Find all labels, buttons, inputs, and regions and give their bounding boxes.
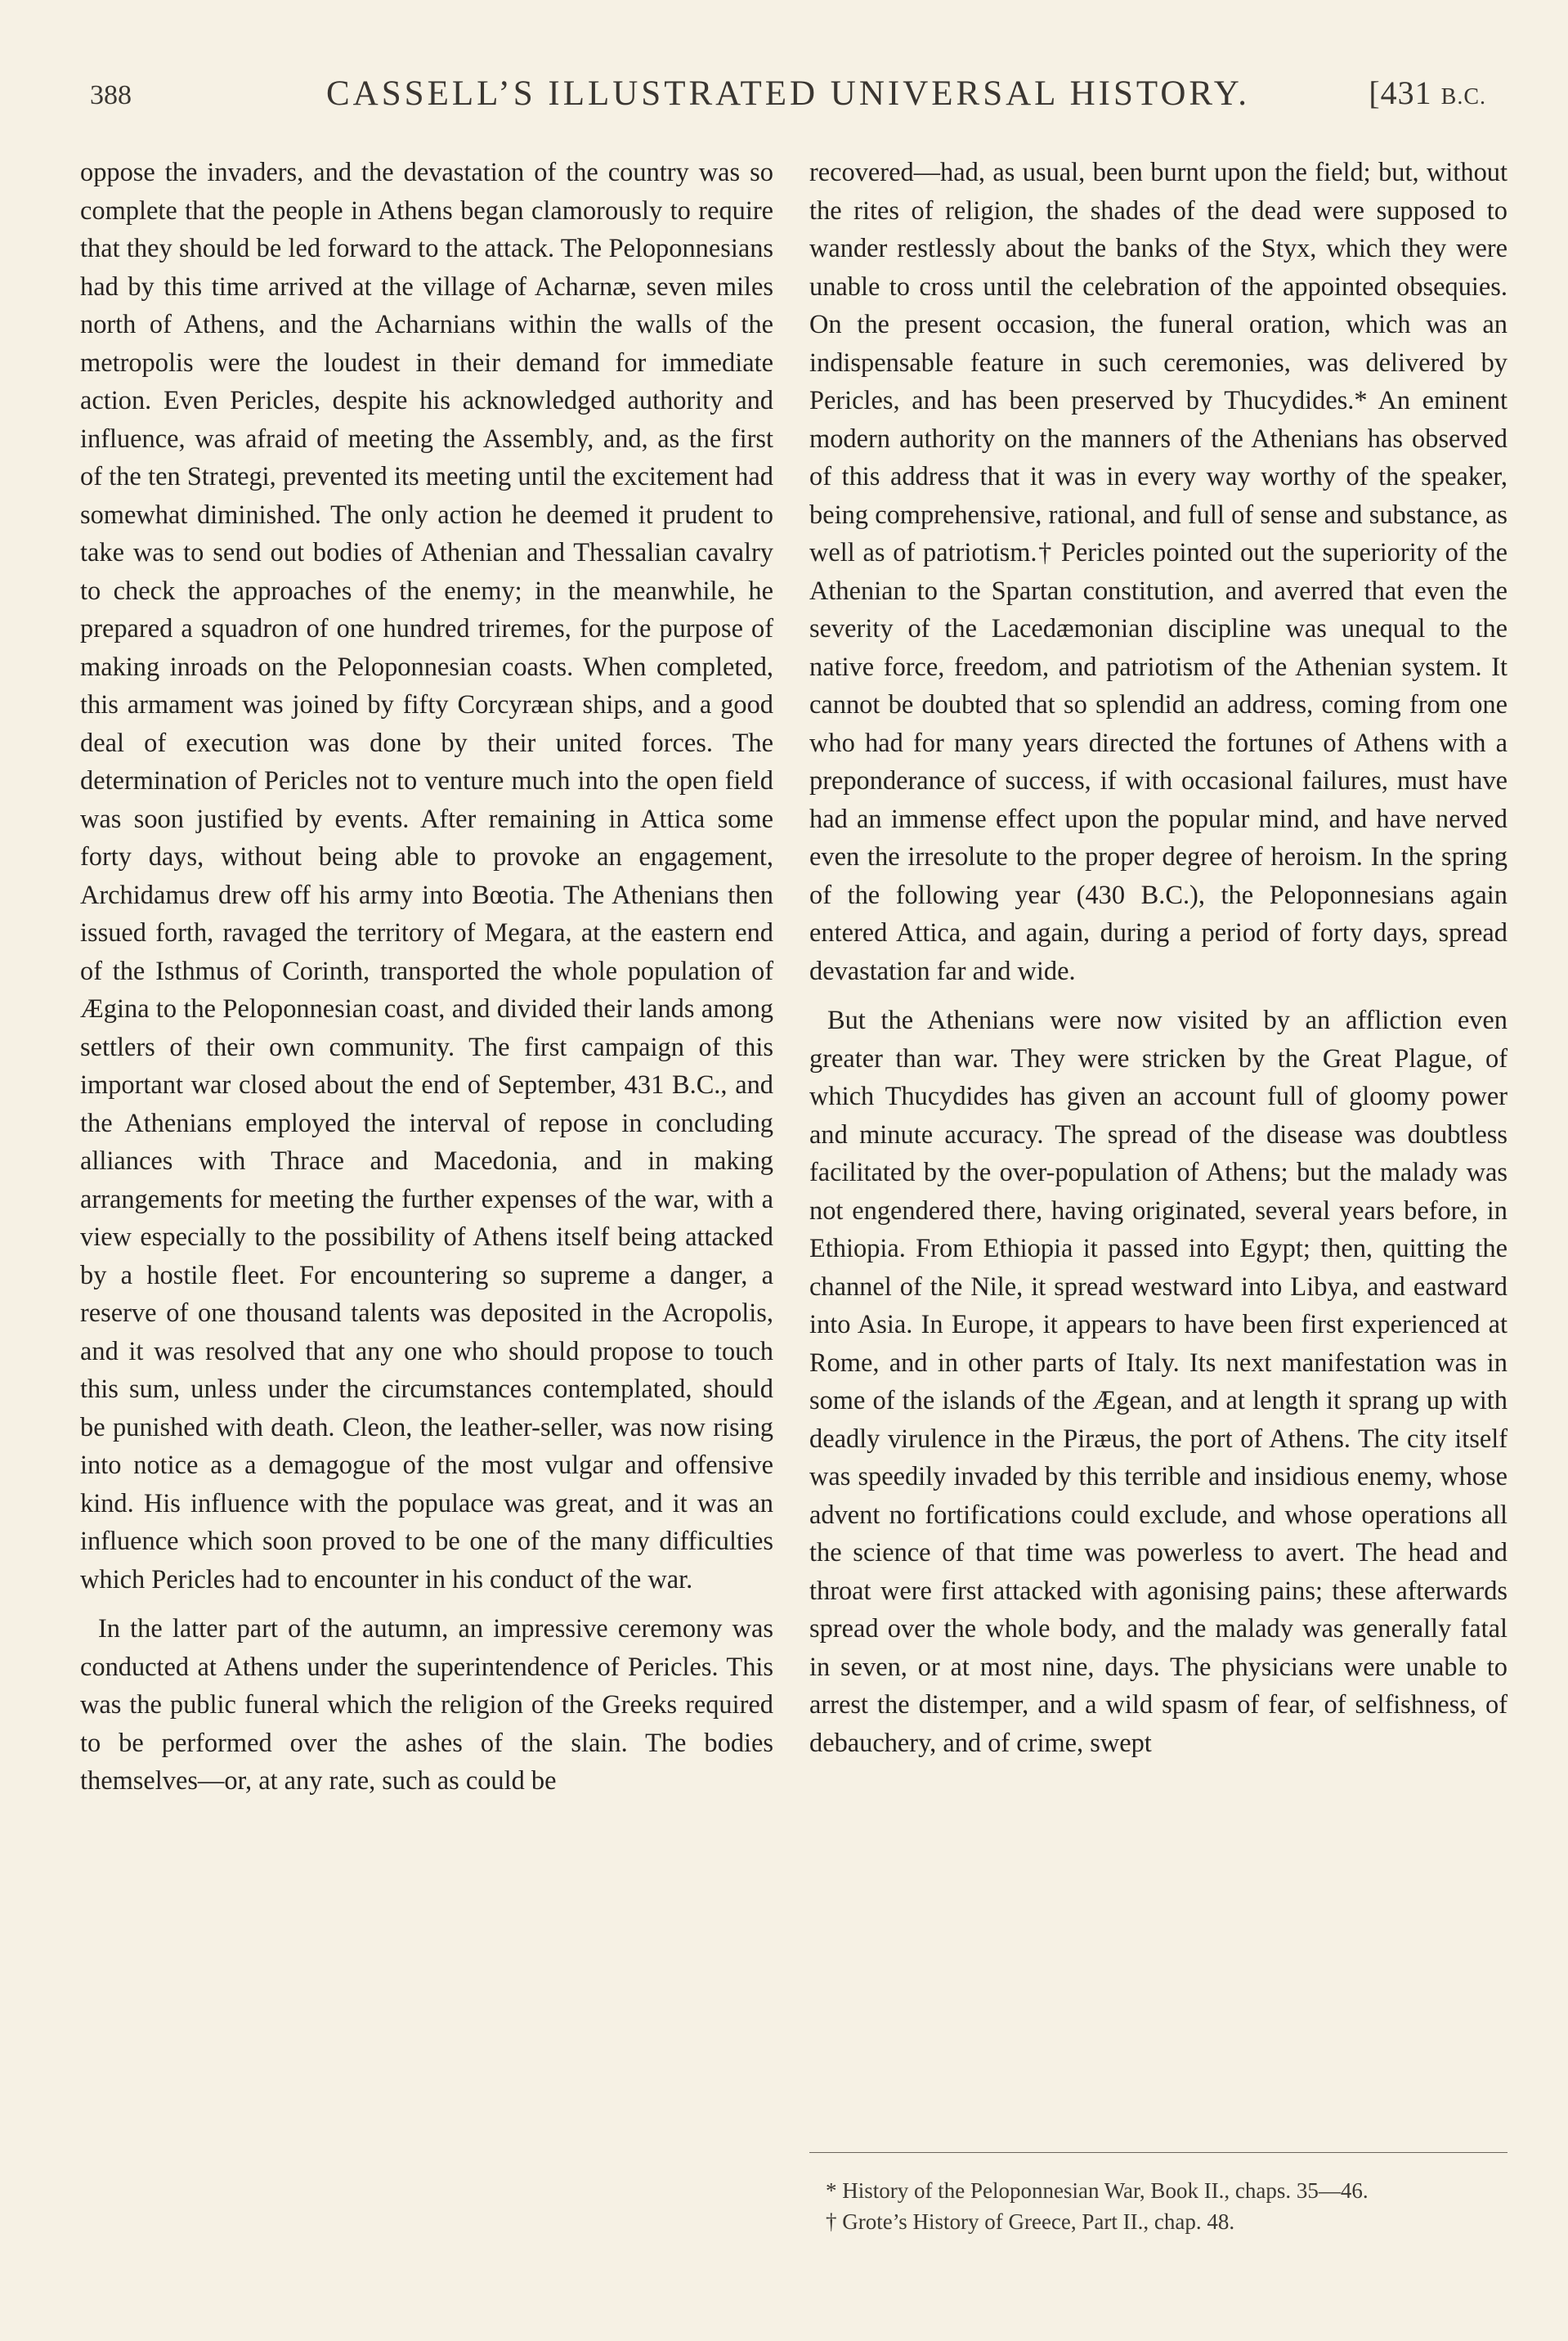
right-paragraph-1: recovered—had, as usual, been burnt upon the field; but, without the rites of religion, the shades of the dead were supposed to wander restlessly about the banks of the Styx, which they were unable to cross until the celebration of the appointed obsequies. On the present occasion, the funeral oration, which was an indispensable feature in such ceremonies, was delivered by Pericles, and has been preserved by Thucydides.* An eminent modern authority on the manners of the Athenians has observed of this address that it was in every way worthy of the speaker, being comprehensive, rational, and full of sense and substance, as well as of patriotism.† Pericles pointed out the superiority of the Athenian to the Spartan constitution, and averred that even the severity of the Lacedæmonian discipline was unequal to the native force, freedom, and patriotism of the Athenian system. It cannot be doubted that so splendid an address, coming from one who had for many years directed the fortunes of Athens with a preponderance of success, if with occasional failures, must have had an immense effect upon the popular mind, and have nerved even the irresolute to the proper degree of heroism. In the spring of the following year (430 B.C.), the Peloponnesians again entered Attica, and again, during a period of forty days, spread devastation far and wide. (809, 158, 1508, 986)
footnotes (826, 2175, 1504, 2237)
left-column (80, 154, 773, 1801)
running-head (90, 69, 1486, 118)
left-paragraph-1: oppose the invaders, and the devastation of the country was so complete that the people in Athens began clamorously to require that they should be led forward to the attack. The Peloponnesians had by this time arrived at the village of Acharnæ, seven miles north of Athens, and the Acharnians within the walls of the metropolis were the loudest in their demand for immediate action. Even Pericles, despite his acknowledged authority and influence, was afraid of meeting the Assembly, and, as the first of the ten Strategi, prevented its meeting until the excitement had somewhat diminished. The only action he deemed it prudent to take was to send out bodies of Athenian and Thessalian cavalry to check the approaches of the enemy; in the meanwhile, he prepared a squadron of one hundred triremes, for the purpose of making inroads on the Peloponnesian coasts. When completed, this armament was joined by fifty Corcyræan ships, and a good deal of execution was done by their united forces. The determination of Pericles not to venture much into the open field was soon justified by events. After remaining in Attica some forty days, without being able to provoke an engagement, Archidamus drew off his army into Bœotia. The Athenians then issued forth, ravaged the territory of Megara, at the eastern end of the Isthmus of Corinth, transported the whole population of Ægina to the Peloponnesian coast, and divided their lands among settlers of their own community. The first campaign of this important war closed about the end of September, 431 B.C., and the Athenians employed the interval of repose in concluding alliances with Thrace and Macedonia, and in making arrangements for meeting the further expenses of the war, with a view especially to the possibility of Athens itself being attacked by a hostile fleet. For encountering so supreme a danger, a reserve of one thousand talents was deposited in the Acropolis, and it was resolved that any one who should propose to touch this sum, unless under the circumstances contemplated, should be punished with death. Cleon, the leather-seller, was now rising into notice as a demagogue of the most vulgar and offensive kind. His influence with the populace was great, and it was an influence which soon proved to be one of the many difficulties which Pericles had to encounter in his conduct of the war. (80, 158, 773, 1594)
right-paragraph-2: But the Athenians were now visited by an affliction even greater than war. They were stricken by the Great Plague, of which Thucydides has given an account full of gloomy power and minute accuracy. The spread of the disease was doubtless facilitated by the over-population of Athens; but the malady was not engendered there, having originated, several years before, in Ethiopia. From Ethiopia it passed into Egypt; then, quitting the channel of the Nile, it spread westward into Libya, and eastward into Asia. In Europe, it appears to have been first experienced at Rome, and in other parts of Italy. Its next manifestation was in some of the islands of the Ægean, and at length it sprang up with deadly virulence in the Piræus, the port of Athens. The city itself was speedily invaded by this terrible and insidious enemy, whose advent no fortifications could exclude, and whose operations all the science of that time was powerless to avert. The head and throat were first attacked with agonising pains; these afterwards spread over the whole body, and the malady was generally fatal in seven, or at most nine, days. The physicians were unable to arrest the distemper, and a wild spasm of fear, of selfishness, of debauchery, and of crime, swept (809, 1006, 1508, 1758)
right-column (809, 154, 1508, 1762)
journal-title: CASSELL’S ILLUSTRATED UNIVERSAL HISTORY. (326, 74, 1250, 113)
left-paragraph-2: In the latter part of the autumn, an impressive ceremony was conducted at Athens under the superintendence of Pericles. This was the public funeral which the religion of the Greeks required to be performed over the ashes of the slain. The bodies themselves—or, at any rate, such as could be (80, 1614, 773, 1796)
date-tag-era: B.C. (1440, 84, 1486, 110)
page-number: 388 (90, 80, 132, 110)
footnote-1: * History of the Peloponnesian War, Book II., chaps. 35—46. (826, 2178, 1369, 2203)
footnote-2: † Grote’s History of Greece, Part II., chap. 48. (826, 2209, 1235, 2234)
date-tag (1369, 74, 1486, 112)
date-tag-number: [431 (1369, 74, 1432, 111)
footnote-rule (809, 2152, 1508, 2153)
